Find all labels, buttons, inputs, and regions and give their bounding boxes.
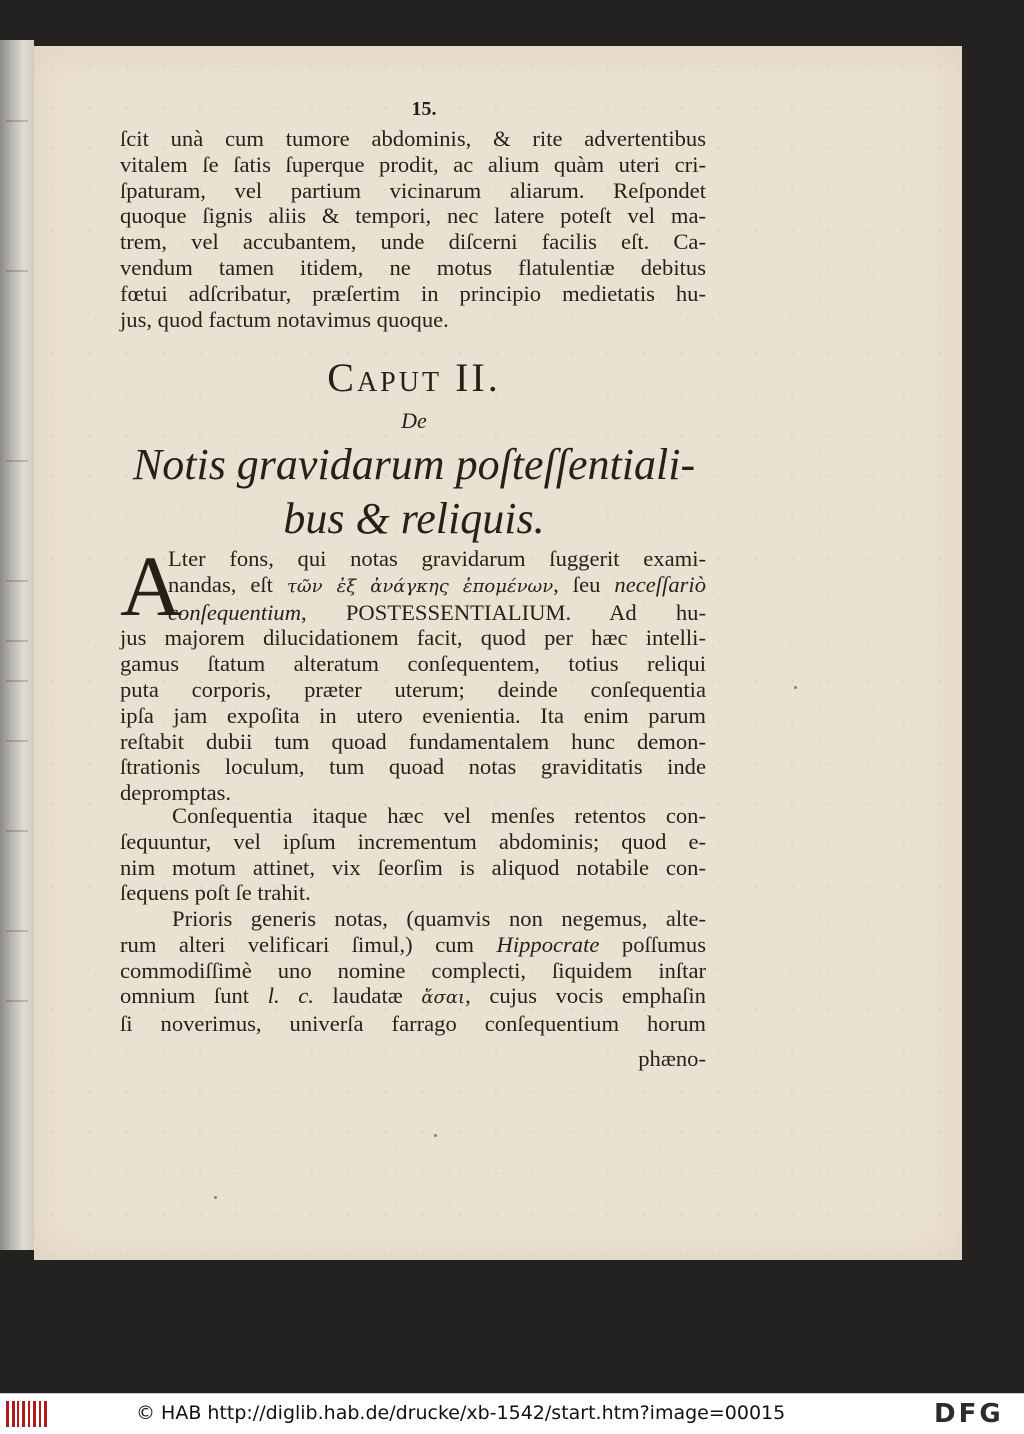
paper-speck	[794, 686, 797, 689]
chapter-title-line: Notis gravidarum poſteſſentiali-	[132, 440, 696, 489]
drop-cap: A	[120, 538, 183, 634]
text-line: trem, vel accubantem, unde diſcerni facilis eſt. Ca-	[120, 229, 706, 255]
dfg-logo: DFG	[934, 1399, 1004, 1429]
text-line: Prioris generis notas, (quamvis non negemus, alte-	[172, 906, 706, 931]
text-line: ſequuntur, vel ipſum incrementum abdominis; quod e-	[120, 828, 706, 854]
text-line: conſequentium, POSTESSENTIALIUM. Ad hu-	[168, 599, 706, 625]
text-line: vitalem ſe ſatis ſuperque prodit, ac alium quàm uteri cri-	[120, 151, 706, 177]
paragraph-3	[120, 906, 706, 1037]
text-line: rum alteri velificari ſimul,) cum Hippocrate poſſumus	[120, 931, 707, 957]
footer-credit: © HAB http://diglib.hab.de/drucke/xb-1542/start.htm?image=00015	[136, 1402, 786, 1424]
text-line: depromptas.	[120, 780, 232, 806]
text-line: ſtrationis loculum, tum quoad notas graviditatis inde	[120, 754, 706, 780]
text-line: gamus ſtatum alteratum conſequentem, totius reliqui	[120, 651, 706, 677]
greek-word: ἄσαι	[421, 987, 466, 1009]
book-page	[34, 46, 962, 1260]
chapter-title-line: bus & reliquis.	[283, 494, 545, 543]
chapter-title	[104, 438, 724, 546]
greek-phrase: τῶν ἐξ ἀνάγκης ἑπομένων	[286, 575, 554, 597]
page-number: 15.	[411, 98, 437, 120]
text-line: puta corporis, præter uterum; deinde conſequentia	[120, 676, 706, 702]
text-line: commodiſſimè uno nomine complecti, ſiquidem inſtar	[120, 957, 706, 983]
text-line: nandas, eſt τῶν ἐξ ἀνάγκης ἑπομένων, ſeu neceſſariò	[168, 571, 706, 597]
text-line: ipſa jam expoſita in utero evenientia. Ita enim parum	[120, 702, 706, 728]
top-paragraph	[120, 126, 706, 332]
text-line: jus majorem dilucidationem facit, quod per hæc intelli-	[120, 625, 706, 651]
text-line: vendum tamen itidem, ne motus flatulentiæ debitus	[120, 254, 706, 280]
text-line: jus, quod factum notavimus quoque.	[120, 306, 449, 332]
text-line: fœtui adſcribatur, præſertim in principio medietatis hu-	[120, 280, 706, 306]
text-line: omnium ſunt l. c. laudatæ ἄσαι, cujus vocis emphaſin	[120, 983, 706, 1009]
text-line: Lter fons, qui notas gravidarum ſuggerit exami-	[168, 546, 706, 571]
text-line: Conſequentia itaque hæc vel menſes retentos con-	[172, 803, 706, 828]
text-line: ſi noverimus, univerſa farrago conſequentium horum	[120, 1011, 706, 1037]
text-line: nim motum attinet, vix ſeorſim is aliquod notabile con-	[120, 854, 706, 880]
text-line: ſpaturam, vel partium vicinarum aliarum. Reſpondet	[120, 177, 706, 203]
previous-page-edge	[0, 40, 34, 1250]
text-line: quoque ſignis aliis & tempori, nec latere poteſt vel ma-	[120, 203, 706, 229]
paragraph-2	[120, 803, 706, 906]
text-line: ſequens poſt ſe trahit.	[120, 880, 311, 906]
paragraph-1	[120, 538, 706, 806]
paper-speck	[214, 1196, 217, 1199]
chapter-heading: Caput II.	[327, 355, 501, 400]
hab-barcode-logo-icon	[6, 1401, 48, 1427]
chapter-de: De	[401, 408, 427, 433]
catchword: phæno-	[638, 1046, 706, 1071]
paper-speck	[434, 1134, 437, 1137]
footer-bar	[0, 1393, 1024, 1434]
text-line: reſtabit dubii tum quoad fundamentalem hunc demon-	[120, 728, 706, 754]
text-line: ſcit unà cum tumore abdominis, & rite advertentibus	[120, 126, 706, 151]
